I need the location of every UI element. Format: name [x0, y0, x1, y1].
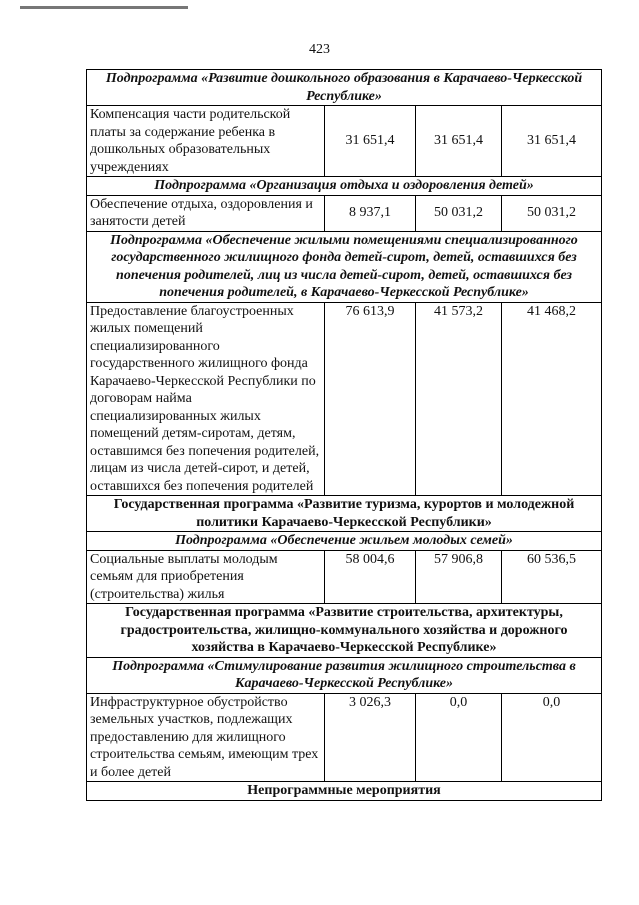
section-header-row [87, 177, 602, 196]
program-heading: Государственная программа «Развитие туризма, курортов и молодежной политики Карачаево-Черкесской Республики» [87, 496, 602, 532]
amount-cell: 50 031,2 [416, 195, 502, 231]
amount-cell: 31 651,4 [502, 106, 602, 177]
amount-cell: 41 468,2 [502, 302, 602, 496]
table-row [87, 106, 602, 177]
amount-cell: 50 031,2 [502, 195, 602, 231]
top-rule [20, 6, 188, 9]
table-row [87, 693, 602, 782]
table-row [87, 550, 602, 604]
section-header-row [87, 657, 602, 693]
table-row [87, 302, 602, 496]
section-header-row [87, 231, 602, 302]
table-row [87, 195, 602, 231]
subprogram-heading: Подпрограмма «Организация отдыха и оздоровления детей» [87, 177, 602, 196]
amount-cell: 58 004,6 [325, 550, 416, 604]
budget-table [86, 69, 602, 801]
amount-cell: 41 573,2 [416, 302, 502, 496]
amount-cell: 60 536,5 [502, 550, 602, 604]
activity-description: Инфраструктурное обустройство земельных участков, подлежащих предоставлению для жилищного строительства семьям, имеющим трех и более детей [87, 693, 325, 782]
amount-cell: 0,0 [416, 693, 502, 782]
amount-cell: 0,0 [502, 693, 602, 782]
subprogram-heading: Подпрограмма «Развитие дошкольного образования в Карачаево-Черкесской Республике» [87, 70, 602, 106]
subprogram-heading: Подпрограмма «Обеспечение жилыми помещениями специализированного государственного жилищного фонда детей-сирот, детей, оставшихся без попечения родителей, лиц из числа детей-сирот, детей, оставшихся без попечения родителей, в Карачаево-Черкесской Республике» [87, 231, 602, 302]
amount-cell: 3 026,3 [325, 693, 416, 782]
program-heading: Государственная программа «Развитие строительства, архитектуры, градостроительства, жилищно-коммунального хозяйства и дорожного хозяйства в Карачаево-Черкесской Республике» [87, 604, 602, 658]
subprogram-heading: Подпрограмма «Стимулирование развития жилищного строительства в Карачаево-Черкесской Республике» [87, 657, 602, 693]
amount-cell: 31 651,4 [325, 106, 416, 177]
page-number: 423 [309, 42, 330, 57]
amount-cell: 76 613,9 [325, 302, 416, 496]
program-heading: Непрограммные мероприятия [87, 782, 602, 801]
section-header-row [87, 70, 602, 106]
activity-description: Компенсация части родительской платы за содержание ребенка в дошкольных образовательных учреждениях [87, 106, 325, 177]
amount-cell: 8 937,1 [325, 195, 416, 231]
activity-description: Социальные выплаты молодым семьям для приобретения (строительства) жилья [87, 550, 325, 604]
activity-description: Обеспечение отдыха, оздоровления и занятости детей [87, 195, 325, 231]
section-header-row [87, 532, 602, 551]
subprogram-heading: Подпрограмма «Обеспечение жильем молодых семей» [87, 532, 602, 551]
section-header-row [87, 496, 602, 532]
amount-cell: 31 651,4 [416, 106, 502, 177]
amount-cell: 57 906,8 [416, 550, 502, 604]
section-header-row [87, 782, 602, 801]
section-header-row [87, 604, 602, 658]
activity-description: Предоставление благоустроенных жилых помещений специализированного государственного жилищного фонда Карачаево-Черкесской Республики по договорам найма специализированных жилых помещений детям-сиротам, детям, оставшимся без попечения родителей, лицам из числа детей-сирот, и детей, оставшихся без попечения родителей [87, 302, 325, 496]
